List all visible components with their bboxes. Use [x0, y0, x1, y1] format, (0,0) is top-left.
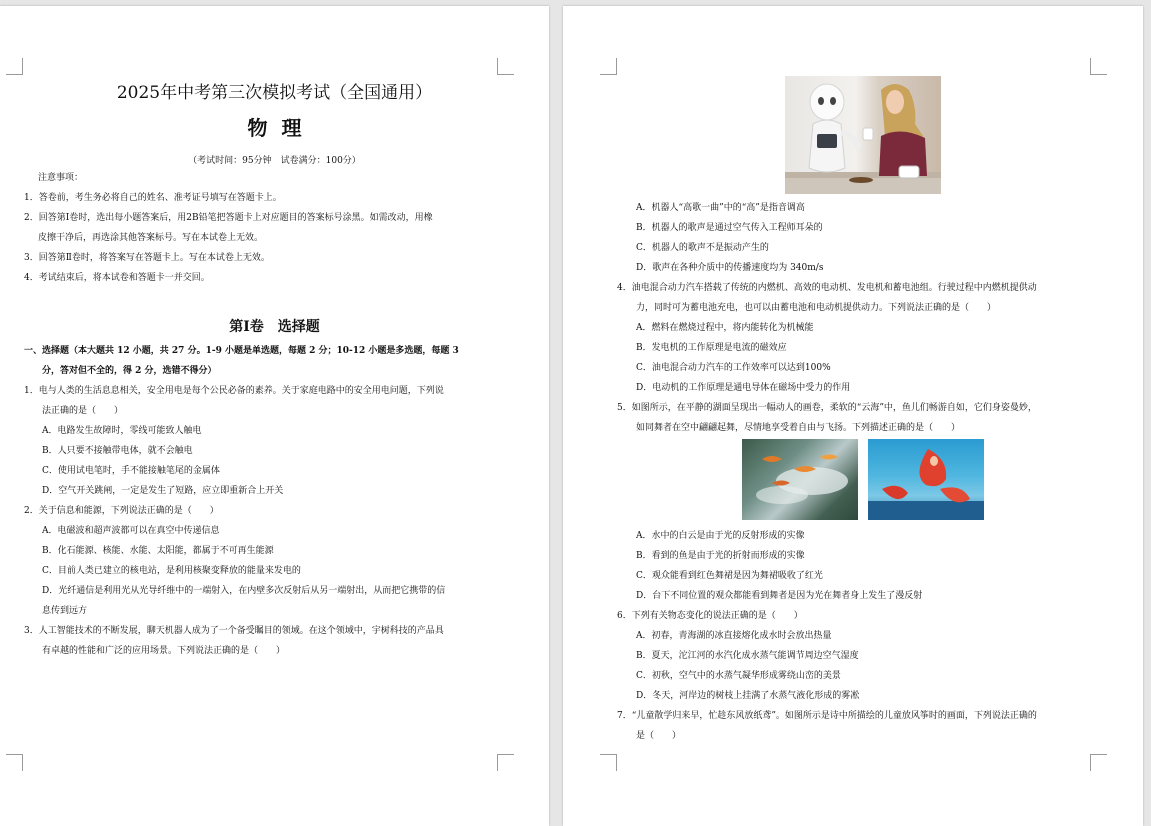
question-2-option: C．目前人类已建立的核电站，是利用核聚变释放的能量来发电的 [42, 566, 301, 576]
question-4-option: A．燃料在燃烧过程中，将内能转化为机械能 [636, 323, 814, 333]
question-5-option: C．观众能看到红色舞裙是因为舞裙吸收了红光 [636, 571, 823, 581]
notice-line: 3．回答第Ⅱ卷时，将答案写在答题卡上。写在本试卷上无效。 [24, 253, 270, 263]
margin-mark-top-right [1090, 58, 1107, 75]
exam-title: 2025年中考第三次模拟考试（全国通用） [116, 83, 433, 103]
question-3-option: B．机器人的歌声是通过空气传入工程师耳朵的 [636, 223, 823, 233]
notice-line: 1．答卷前，考生务必将自己的姓名、准考证号填写在答题卡上。 [24, 193, 282, 203]
question-1-stem: 法正确的是（ ） [42, 406, 124, 416]
question-6-option: B．夏天，沱江河的水汽化成水蒸气能调节周边空气湿度 [636, 651, 859, 661]
question-3-option: C．机器人的歌声不是振动产生的 [636, 243, 769, 253]
margin-mark-top-left [600, 58, 617, 75]
robot-photo [785, 76, 941, 194]
question-4-stem: 4．油电混合动力汽车搭载了传统的内燃机、高效的电动机、发电机和蓄电池组。行驶过程中内燃机提供动 [617, 283, 1037, 293]
notice-heading: 注意事项： [38, 173, 84, 183]
question-5-option: A．水中的白云是由于光的反射形成的实像 [636, 531, 805, 541]
dancer-photo [868, 439, 984, 520]
margin-mark-top-right [497, 58, 514, 75]
question-4-option: B．发电机的工作原理是电流的磁效应 [636, 343, 787, 353]
question-2-option: B．化石能源、核能、水能、太阳能，都属于不可再生能源 [42, 546, 274, 556]
question-1-option: C．使用试电笔时，手不能接触笔尾的金属体 [42, 466, 220, 476]
question-1-stem: 1．电与人类的生活息息相关，安全用电是每个公民必备的素养。关于家庭电路中的安全用电问题，下列说 [24, 386, 444, 396]
margin-mark-top-left [6, 58, 23, 75]
question-3-stem: 有卓越的性能和广泛的应用场景。下列说法正确的是（ ） [42, 646, 286, 656]
notice-line: 皮擦干净后，再选涂其他答案标号。写在本试卷上无效。 [38, 233, 264, 243]
margin-mark-bottom-right [497, 754, 514, 771]
question-3-stem: 3．人工智能技术的不断发展，聊天机器人成为了一个备受瞩目的领域。在这个领域中，宇树科技的产品具 [24, 626, 444, 636]
question-2-option: 息传到远方 [42, 606, 88, 616]
question-1-option: D．空气开关跳闸，一定是发生了短路，应立即重新合上开关 [42, 486, 284, 496]
part-heading-line: 分，答对但不全的，得 2 分，选错不得分） [42, 366, 217, 376]
margin-mark-bottom-left [6, 754, 23, 771]
fish-cloud-photo [742, 439, 858, 520]
section-title: 第Ⅰ卷 选择题 [229, 319, 320, 335]
question-2-option: A．电磁波和超声波都可以在真空中传递信息 [42, 526, 220, 536]
question-7-stem: 7．“儿童散学归来早，忙趁东风放纸鸢”。如图所示是诗中所描绘的儿童放风筝时的画面，下列说法正确的 [617, 711, 1037, 721]
question-3-option: D．歌声在各种介质中的传播速度均为 340m/s [636, 263, 824, 273]
question-1-option: A．电路发生故障时，零线可能致人触电 [42, 426, 202, 436]
question-6-stem: 6．下列有关物态变化的说法正确的是（ ） [617, 611, 803, 621]
question-1-option: B．人只要不接触带电体，就不会触电 [42, 446, 193, 456]
question-6-option: D．冬天，河岸边的树枝上挂满了水蒸气液化形成的雾凇 [636, 691, 860, 701]
document-page-right [563, 6, 1143, 826]
question-5-option: D．台下不同位置的观众都能看到舞者是因为光在舞者身上发生了漫反射 [636, 591, 923, 601]
question-6-option: A．初春，青海湖的冰直接熔化成水时会放出热量 [636, 631, 832, 641]
margin-mark-bottom-left [600, 754, 617, 771]
question-6-option: C．初秋，空气中的水蒸气凝华形成雾绕山峦的美景 [636, 671, 841, 681]
question-5-stem: 如同舞者在空中翩翩起舞，尽情地享受着自由与飞扬。下列描述正确的是（ ） [636, 423, 961, 433]
question-3-option: A．机器人“高歌一曲”中的“高”是指音调高 [636, 203, 805, 213]
notice-line: 2．回答第Ⅰ卷时，选出每小题答案后，用2B铅笔把答题卡上对应题目的答案标号涂黑。如需改动，用橡 [24, 213, 433, 223]
question-4-option: D．电动机的工作原理是通电导体在磁场中受力的作用 [636, 383, 851, 393]
question-7-stem: 是（ ） [636, 731, 682, 741]
document-page-left [0, 6, 549, 826]
question-5-stem: 5．如图所示，在平静的湖面呈现出一幅动人的画卷，柔软的“云海”中，鱼儿们畅游自如，它们身姿曼妙， [617, 403, 1037, 413]
notice-line: 4．考试结束后，将本试卷和答题卡一并交回。 [24, 273, 210, 283]
exam-info: （考试时间：95分钟 试卷满分：100分） [188, 156, 361, 166]
margin-mark-bottom-right [1090, 754, 1107, 771]
question-4-stem: 力，同时可为蓄电池充电，也可以由蓄电池和电动机提供动力。下列说法正确的是（ ） [636, 303, 997, 313]
question-4-option: C．油电混合动力汽车的工作效率可以达到100% [636, 363, 831, 373]
part-heading-line: 一、选择题（本大题共 12 小题，共 27 分。1-9 小题是单选题，每题 2 分；10-12 小题是多选题，每题 3 [24, 346, 459, 356]
subject-title: 物理 [247, 116, 316, 140]
question-2-option: D．光纤通信是利用光从光导纤维中的一端射入，在内壁多次反射后从另一端射出，从而把它携带的信 [42, 586, 446, 596]
question-5-option: B．看到的鱼是由于光的折射而形成的实像 [636, 551, 805, 561]
question-2-stem: 2．关于信息和能源，下列说法正确的是（ ） [24, 506, 219, 516]
